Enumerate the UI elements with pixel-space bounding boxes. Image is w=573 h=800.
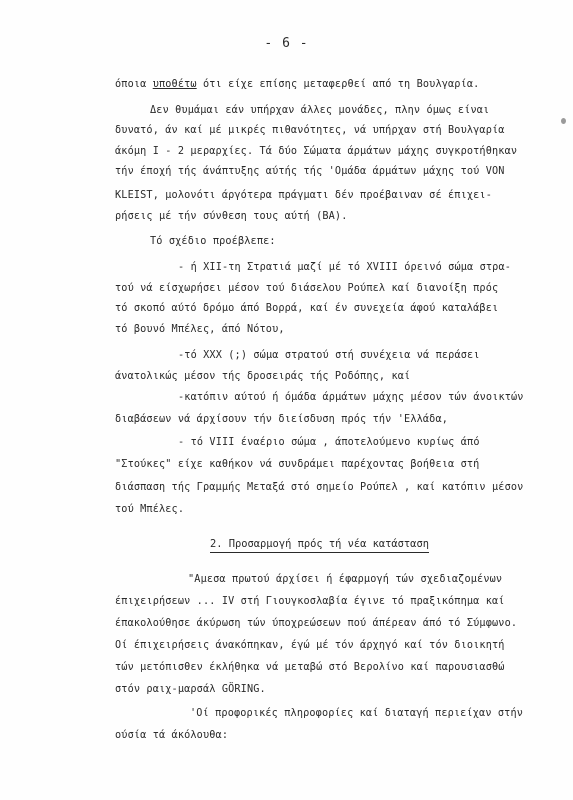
text-line: άκόμη Ι - 2 μεραρχίες. Τά δύο Σώματα άρμάτων μάχης συγκροτήθηκαν [115,146,518,157]
text-line: 'Οί προφορικές πληροφορίες καί διαταγή περιείχαν στήν [190,708,524,719]
text-line: διαβάσεων νά άρχίσουν τήν διείσδυση πρός τήν 'Ελλάδα, [115,414,449,425]
text-line: τό σκοπό αύτό δρόμο άπό Βορρά, καί έν συνεχεία άφού καταλάβει [115,303,499,314]
text-line: άνατολικώς μέσον τής δροσειράς τής Ροδόπης, καί [115,371,411,382]
text-line: διάσπαση τής Γραμμής Μεταξά στό σημείο Ρούπελ , καί κατόπιν μέσον [115,482,524,493]
text-line: έπιχειρήσεων ... IV στή Γιουγκοσλαβία έγινε τό πραξικόπημα καί [115,596,505,607]
text-line: -τό XXX (;) σώμα στρατού στή συνέχεια νά περάσει [178,350,480,361]
text-line: Τό σχέδιο προέβλεπε: [150,236,276,247]
text-line: δυνατό, άν καί μέ μικρές πιθανότητες, νά υπήρχαν στή Βουλγαρία [115,125,505,136]
text-line: τού Μπέλες. [115,504,185,515]
section-heading: 2. Προσαρμογή πρός τή νέα κατάσταση [210,538,429,553]
underlined-word: υποθέτω [152,79,197,90]
text-line: - τό VIII έναέριο σώμα , άποτελούμενο κυρίως άπό [178,437,480,448]
text-line: ούσία τά άκόλουθα: [115,730,229,741]
text-line: τήν έποχή τής άνάπτυξης αύτής τής 'Ομάδα άρμάτων μάχης τού VON [115,166,505,177]
text-line: "Στούκες" είχε καθήκον νά συνδράμει παρέχοντας βοήθεια στή [115,459,480,470]
text-line: έπακολούθησε άκύρωση τών ύποχρεώσεων πού άπέρεαν άπό τό Σύμφωνο. [115,618,518,629]
text-line: τού νά είσχωρήσει μέσον τού διάσελου Ρούπελ καί διανοίξη πρός [115,283,499,294]
text-line: Οί έπιχειρήσεις άνακόπηκαν, έγώ μέ τόν άρχηγό καί τόν διοικητή [115,640,505,651]
text-line: -κατόπιν αύτού ή όμάδα άρμάτων μάχης μέσον τών άνοικτών [178,392,524,403]
text-line: στόν ραιχ-μαρσάλ GÖRING. [115,684,266,695]
text-span: όποια [115,79,153,90]
text-line: τό βουνό Μπέλες, άπό Νότου, [115,324,285,335]
text-line: τών μετόπισθεν έκλήθηκα νά μεταβώ στό Βερολίνο καί παρουσιασθώ [115,662,505,673]
page-number: - 6 - [264,36,309,51]
text-line: - ή XII-τη Στρατιά μαζί μέ τό XVIII όρεινό σώμα στρα- [178,262,512,273]
scan-punch-mark [561,118,566,124]
text-line [115,79,479,90]
text-line: KLEIST, μολονότι άργότερα πράγματι δέν προέβαιναν σέ έπιχει- [115,190,493,201]
text-line: "Αμεσα πρωτού άρχίσει ή έφαρμογή τών σχεδιαζομένων [188,574,503,585]
text-span: ότι είχε επίσης μεταφερθεί από τη Βουλγαρία. [196,79,480,90]
text-line: Δεν θυμάμαι εάν υπήρχαν άλλες μονάδες, πλην όμως είναι [150,105,490,116]
text-line: ρήσεις μέ τήν σύνθεση τους αύτή (ΒΑ). [115,211,348,222]
